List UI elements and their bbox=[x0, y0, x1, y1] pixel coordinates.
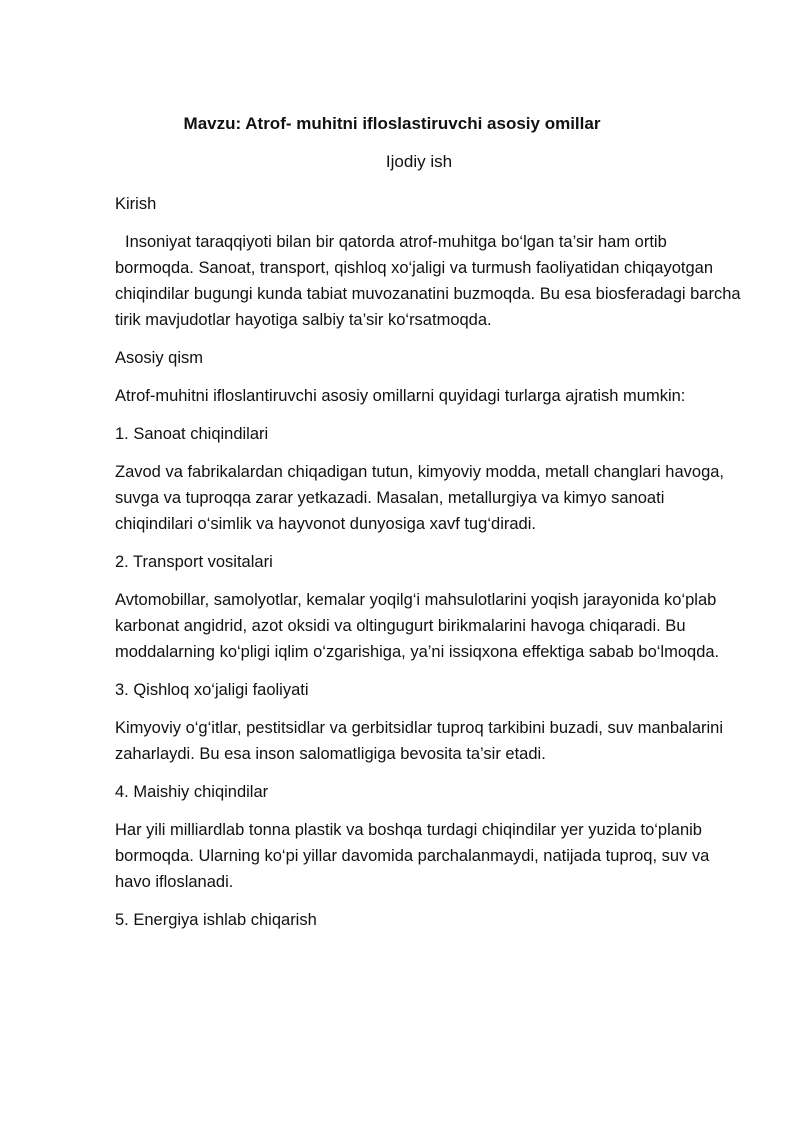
intro-paragraph: Insoniyat taraqqiyoti bilan bir qatorda atrof-muhitga bo‘lgan ta’sir ham ortib bormoqda. Sanoat, transport, qishloq xo‘jaligi va turmush faoliyatidan chiqayotgan chiqindilar bugungi kunda tabiat muvozanatini buzmoqda. Bu esa biosferadagi barcha tirik mavjudotlar hayotiga salbiy ta’sir ko‘rsatmoqda. bbox=[115, 233, 741, 329]
document-subtitle: Ijodiy ish bbox=[385, 152, 453, 171]
subheading-energy: 5. Energiya ishlab chiqarish bbox=[115, 911, 317, 929]
subheading-transport: 2. Transport vositalari bbox=[115, 553, 273, 571]
paragraph-household-waste: Har yili milliardlab tonna plastik va boshqa turdagi chiqindilar yer yuzida to‘planib bormoqda. Ularning ko‘pi yillar davomida parchalanmaydi, natijada tuproq, suv va havo ifloslanadi. bbox=[115, 821, 710, 891]
paragraph-industry-waste: Zavod va fabrikalardan chiqadigan tutun, kimyoviy modda, metall changlari havoga, suvga va tuproqqa zarar yetkazadi. Masalan, metallurgiya va kimyo sanoati chiqindilari o‘simlik va hayvonot dunyosiga xavf tug‘diradi. bbox=[115, 463, 725, 533]
section-heading-intro: Kirish bbox=[115, 195, 157, 213]
subheading-household-waste: 4. Maishiy chiqindilar bbox=[115, 783, 269, 801]
subheading-agriculture: 3. Qishloq xo‘jaligi faoliyati bbox=[115, 681, 309, 699]
document-body bbox=[115, 191, 745, 945]
document-title: Mavzu: Atrof- muhitni ifloslastiruvchi asosiy omillar bbox=[183, 114, 601, 133]
paragraph-agriculture: Kimyoviy o‘g‘itlar, pestitsidlar va gerbitsidlar tuproq tarkibini buzadi, suv manbalarini zaharlaydi. Bu esa inson salomatligiga bevosita ta’sir etadi. bbox=[115, 719, 724, 763]
main-lead-paragraph: Atrof-muhitni ifloslantiruvchi asosiy omillarni quyidagi turlarga ajratish mumkin: bbox=[115, 387, 686, 405]
subheading-industry-waste: 1. Sanoat chiqindilari bbox=[115, 425, 269, 443]
paragraph-transport: Avtomobillar, samolyotlar, kemalar yoqilg‘i mahsulotlarini yoqish jarayonida ko‘plab karbonat angidrid, azot oksidi va oltingugurt birikmalarini havoga chiqaradi. Bu moddalarning ko‘pligi iqlim o‘zgarishiga, ya’ni issiqxona effektiga sabab bo‘lmoqda. bbox=[115, 591, 720, 661]
section-heading-main: Asosiy qism bbox=[115, 349, 204, 367]
